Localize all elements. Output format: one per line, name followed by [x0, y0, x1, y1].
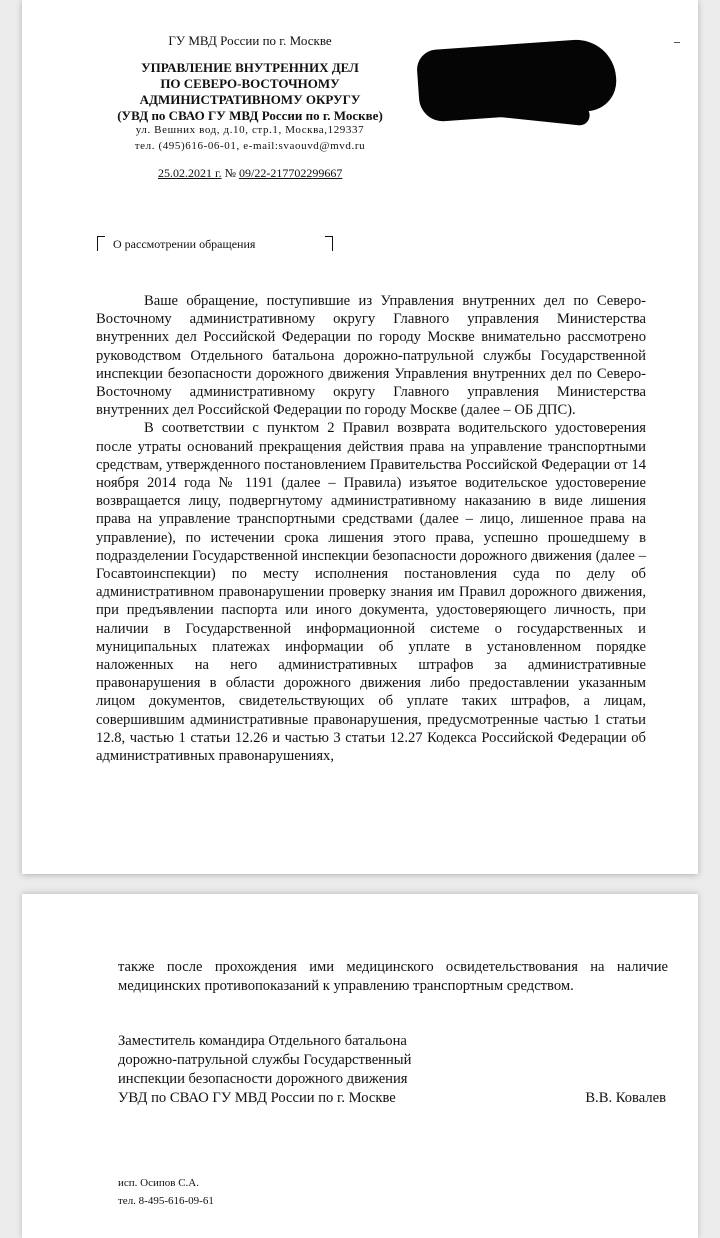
executor-phone: тел. 8-495-616-09-61 [118, 1195, 214, 1207]
contacts: тел. (495)616-06-01, e-mail:svaouvd@mvd.ru [134, 140, 366, 152]
address-block [95, 122, 405, 154]
position-line: УВД по СВАО ГУ МВД России по г. Москве [118, 1090, 396, 1106]
signature-block [118, 1032, 668, 1108]
position-line: Заместитель командира Отдельного батальона [118, 1033, 407, 1049]
subject-line [97, 236, 333, 256]
org-line: УПРАВЛЕНИЕ ВНУТРЕННИХ ДЕЛ [141, 60, 359, 75]
document-number: 09/22-217702299667 [239, 166, 343, 180]
org-line: АДМИНИСТРАТИВНОМУ ОКРУГУ [139, 92, 361, 107]
org-line: (УВД по СВАО ГУ МВД России по г. Москве) [117, 108, 383, 123]
position-line: дорожно-патрульной службы Государственный [118, 1052, 412, 1068]
org-line: ПО СЕВЕРО-ВОСТОЧНОМУ [160, 76, 340, 91]
address: ул. Вешних вод, д.10, стр.1, Москва,129337 [135, 124, 365, 136]
position-line: инспекции безопасности дорожного движения [118, 1071, 408, 1087]
edge-mark [674, 42, 680, 43]
executor-block [118, 1174, 214, 1210]
corner-bracket-left [97, 236, 105, 251]
continuation-text: также после прохождения ими медицинского освидетельствования на наличие медицинских противопоказаний к управлению транспортным средством. [118, 959, 668, 994]
letter-body [96, 292, 646, 765]
ministry-name: ГУ МВД России по г. Москве [168, 33, 332, 48]
organization-block [95, 60, 405, 124]
paragraph: В соответствии с пунктом 2 Правил возврата водительского удостоверения после утраты оснований прекращения действия права на управление транспортными средствам, утвержденного постановлением Правительства Российской Федерации от 14 ноября 2014 года № 1191 (далее – Правила) изъятое водительское удостоверение возвращается лицу, подвергнутому административному наказанию в виде лишения права на управление транспортными средствами (далее – лицо, лишенное права на управление), по истечении срока лишения этого права, успешно прошедшему в подразделении Государственной инспекции безопасности дорожного движения (далее – Госавтоинспекции) по месту исполнения постановления суда по делу об административном правонарушении проверку знания им Правил дорожного движения, при предъявлении паспорта или иного документа, удостоверяющего личность, при наличии в Государственной информационной системе о государственных и муниципальных платежах информации об уплате в установленном порядке наложенных на него административных штрафов за административные правонарушения в области дорожного движения либо предоставлении указанным лицом документов, свидетельствующих об уплате таких штрафов, а лицам, совершившим административные правонарушения, предусмотренные частью 1 статьи 12.8, частью 1 статьи 12.26 и частью 3 статьи 12.27 Кодекса Российской Федерации об административных правонарушениях, [96, 420, 646, 765]
paragraph: Ваше обращение, поступившие из Управления внутренних дел по Северо-Восточному административному округу Главного управления Министерства внутренних дел Российской Федерации по городу Москве внимательно рассмотрено руководством Отдельного батальона дорожно-патрульной службы Государственной инспекции безопасности дорожного движения Управления внутренних дел по Северо-Восточному административному округу Главного управления Министерства внутренних дел Российской Федерации по городу Москве (далее – ОБ ДПС). [96, 293, 646, 419]
document-date: 25.02.2021 г. [158, 166, 222, 180]
corner-bracket-right [325, 236, 333, 251]
number-sign: № [224, 166, 237, 180]
document-date-number [158, 166, 342, 181]
executor-name: исп. Осипов С.А. [118, 1177, 199, 1189]
signatory-name: В.В. Ковалев [585, 1090, 666, 1106]
subject-text: О рассмотрении обращения [113, 237, 256, 251]
